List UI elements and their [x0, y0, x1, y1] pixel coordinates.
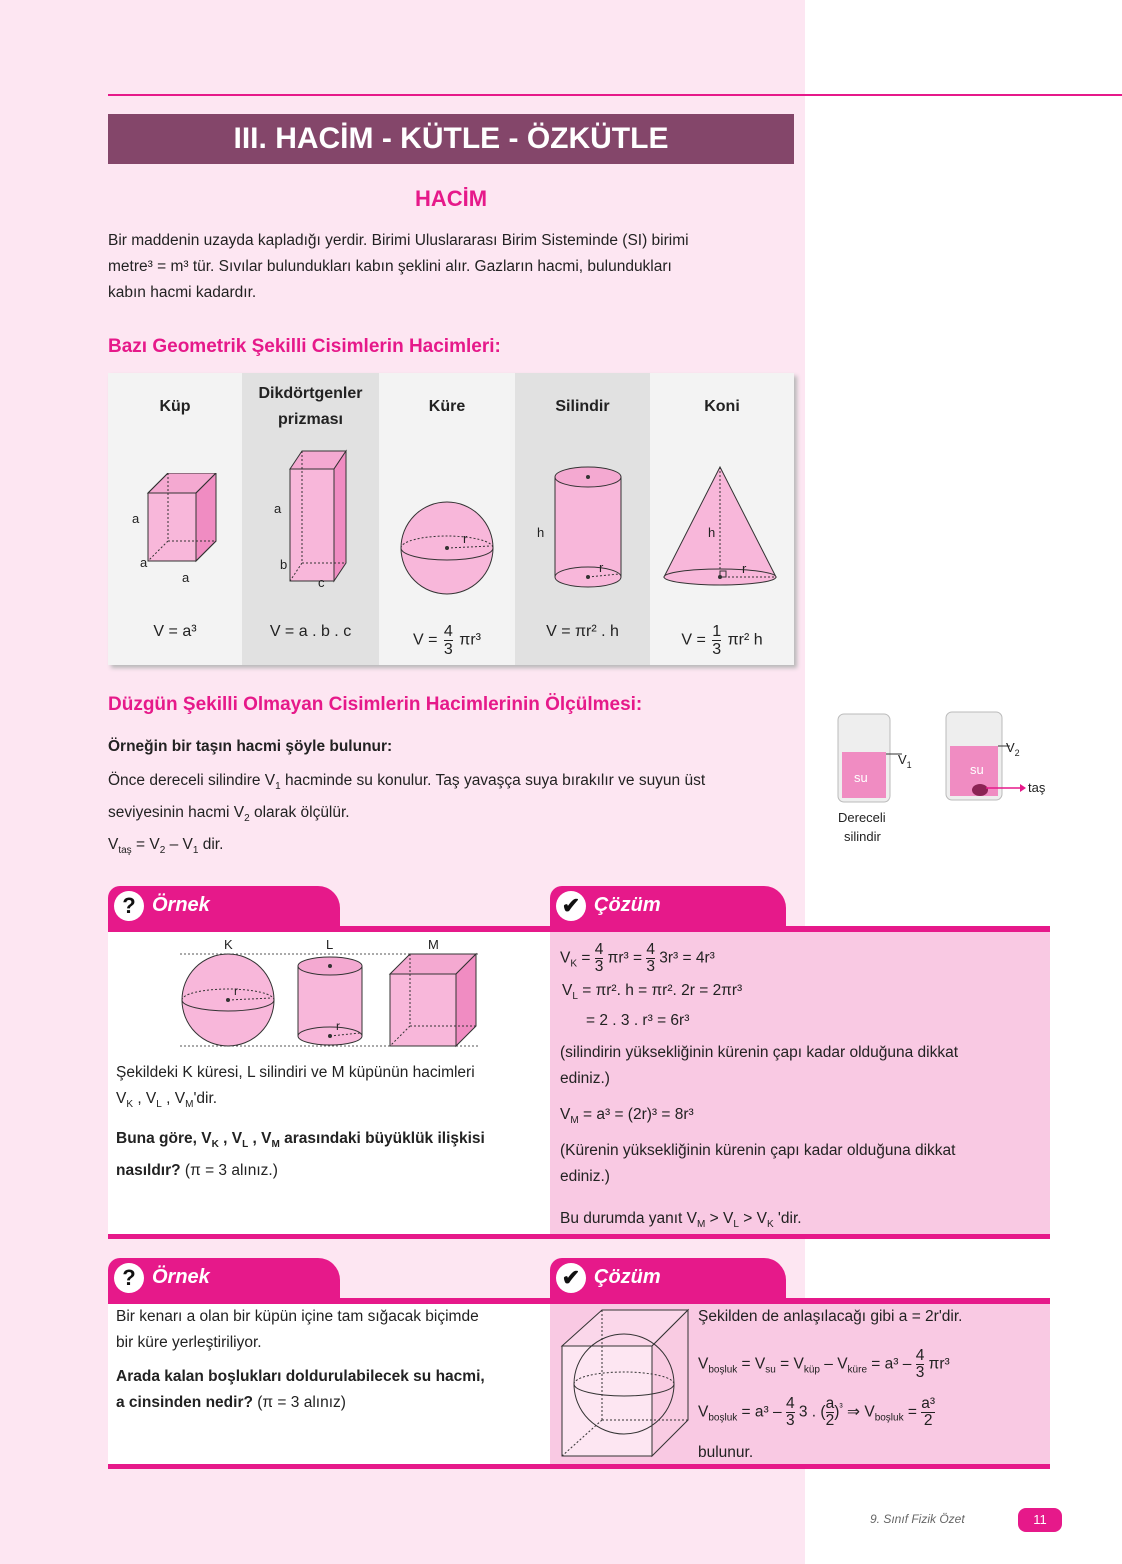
text: , V — [218, 1130, 243, 1148]
fraction — [916, 1348, 925, 1381]
question-line-1: Bir kenarı a olan bir küpün içine tam sığacak biçimde — [116, 1308, 479, 1325]
denominator: 3 — [915, 1364, 925, 1381]
superscript: ³ — [839, 1402, 843, 1414]
formula-suffix: πr² h — [727, 631, 763, 649]
text: πr³ — [928, 1355, 950, 1373]
denominator: 3 — [712, 641, 722, 658]
numerator: 4 — [594, 941, 604, 958]
caption-line-2: silindir — [844, 829, 881, 844]
text: Önce dereceli silindire V — [108, 772, 276, 789]
chapter-title: III. HACİM - KÜTLE - ÖZKÜTLE — [108, 114, 794, 164]
denominator: 3 — [594, 958, 604, 975]
measure-line-1 — [108, 768, 798, 800]
cylinder-figure — [515, 459, 650, 599]
numerator: 4 — [443, 623, 453, 640]
label-a: a — [140, 555, 148, 570]
text: nasıldır? — [116, 1162, 181, 1180]
shape-column-cube — [108, 373, 242, 665]
example-2-question — [116, 1304, 546, 1416]
label-b: b — [280, 557, 288, 572]
intro-line-1: Bir maddenin uzayda kapladığı yerdir. Birimi Uluslararası Birim Sisteminde (SI) birimi — [108, 232, 689, 249]
shapes-table — [108, 373, 794, 665]
text: Bu durumda yanıt V — [560, 1210, 697, 1227]
text: V — [116, 1090, 127, 1107]
fraction — [786, 1396, 795, 1429]
example-2-panel — [108, 1304, 550, 1464]
cube-figure — [108, 473, 242, 593]
question-line-3: Arada kalan boşlukları doldurulabilecek su hacmi, — [116, 1368, 485, 1385]
subscript: L — [572, 991, 578, 1003]
example-tab — [108, 1258, 340, 1298]
cone-figure — [650, 463, 794, 593]
numerator: 4 — [646, 941, 655, 958]
subscript: 2 — [244, 813, 250, 825]
solution-note-1 — [560, 1040, 1042, 1092]
subscript: M — [185, 1099, 194, 1111]
checkmark-icon: ✔ — [556, 1263, 586, 1293]
text: V — [698, 1403, 709, 1421]
shape-column-cone — [650, 373, 794, 665]
fraction — [646, 942, 655, 975]
stone-label: taş — [1028, 780, 1046, 795]
shape-name-line-1: Dikdörtgenler — [258, 385, 363, 402]
label-r: r — [742, 561, 747, 576]
denominator: 2 — [923, 1412, 933, 1429]
label-r: r — [463, 531, 468, 546]
checkmark-icon: ✔ — [556, 891, 586, 921]
paren: ) — [834, 1403, 840, 1421]
example-1-bottom-rule — [108, 1234, 1050, 1239]
shape-column-prism — [242, 373, 379, 665]
text: = πr². h = πr². 2r = 2πr³ — [577, 982, 743, 999]
note-line: (silindirin yüksekliğinin kürenin çapı kadar olduğuna dikkat — [560, 1044, 959, 1061]
solution-2-line-4: bulunur. — [698, 1444, 754, 1461]
text: = a³ – — [737, 1403, 786, 1421]
solution-line-vm — [560, 1106, 694, 1126]
shape-name: Silindir — [555, 398, 610, 415]
text: (π = 3 alınız) — [252, 1394, 346, 1411]
question-line-2 — [116, 1086, 546, 1118]
note-line: ediniz.) — [560, 1070, 610, 1087]
example-intro: Örneğin bir taşın hacmi şöyle bulunur: — [108, 738, 393, 755]
solution-tab — [550, 1258, 786, 1298]
footer-book-title: 9. Sınıf Fizik Özet — [870, 1512, 965, 1526]
irregular-heading: Düzgün Şekilli Olmayan Cisimlerin Hacimlerinin Ölçülmesi: — [108, 694, 643, 715]
subscript: M — [271, 1139, 280, 1151]
text: > V — [738, 1210, 767, 1227]
subscript: boşluk — [874, 1412, 904, 1424]
formula-prefix: V = — [413, 631, 438, 649]
text: V — [698, 1355, 709, 1373]
subscript: 1 — [192, 845, 199, 857]
question-line-4 — [116, 1390, 546, 1416]
formula — [379, 623, 515, 658]
solution-1-panel — [550, 932, 1050, 1234]
subscript: M — [697, 1219, 706, 1231]
text: (π = 3 alınız.) — [180, 1162, 278, 1180]
label-a: a — [274, 501, 282, 516]
tab-label: Örnek — [152, 894, 210, 916]
measure-line-2 — [108, 800, 798, 832]
subscript: boşluk — [708, 1412, 738, 1424]
text: a cinsinden nedir? — [116, 1394, 253, 1411]
shape-name: Küp — [159, 398, 191, 415]
label-h: h — [708, 525, 716, 540]
text: 'dir. — [193, 1090, 218, 1107]
text: , V — [248, 1130, 272, 1148]
paren: ( — [820, 1403, 826, 1421]
graduated-cylinder-figure — [820, 706, 1060, 856]
measure-paragraph — [108, 768, 798, 832]
note-line: (Kürenin yüksekliğinin kürenin çapı kadar olduğuna dikkat — [560, 1142, 956, 1159]
tab-label: Örnek — [152, 1266, 210, 1288]
prism-figure — [242, 445, 379, 595]
intro-line-3: kabın hacmi kadardır. — [108, 284, 257, 301]
text: 3r³ = 4r³ — [659, 949, 715, 967]
subscript: K — [570, 958, 578, 970]
shape-name — [242, 381, 379, 433]
text: , V — [133, 1090, 157, 1107]
shape-name: Küre — [428, 398, 466, 415]
shape-column-sphere — [379, 373, 515, 665]
solution-answer — [560, 1210, 802, 1230]
solution-2-panel — [550, 1304, 1050, 1464]
text: = V — [131, 836, 160, 853]
section-title: HACİM — [414, 186, 488, 211]
question-icon: ? — [114, 891, 144, 921]
text: = V — [737, 1355, 766, 1373]
text: 'dir. — [773, 1210, 802, 1227]
example-1-question — [116, 1060, 546, 1184]
text: dir. — [198, 836, 224, 853]
question-line-3 — [116, 1126, 546, 1158]
subscript: 1 — [906, 760, 912, 770]
subscript: küre — [847, 1364, 867, 1376]
text: – V — [819, 1355, 848, 1373]
shapes-heading: Bazı Geometrik Şekilli Cisimlerin Hacimleri: — [108, 336, 501, 357]
subscript: K — [766, 1219, 774, 1231]
subscript: K — [126, 1099, 134, 1111]
tab-label: Çözüm — [594, 894, 661, 916]
subscript: küp — [803, 1364, 820, 1376]
fraction — [921, 1396, 935, 1429]
label-h: h — [537, 525, 545, 540]
stone-volume-formula — [108, 832, 223, 864]
numerator: 4 — [915, 1347, 925, 1364]
text: Buna göre, V — [116, 1130, 212, 1148]
subscript: M — [570, 1115, 579, 1127]
water-label: su — [970, 762, 984, 777]
subscript: su — [765, 1364, 776, 1376]
fraction — [595, 942, 604, 975]
subscript: 2 — [159, 845, 166, 857]
sphere-figure — [379, 498, 515, 598]
numerator: 4 — [785, 1395, 795, 1412]
page-number: 11 — [1018, 1508, 1062, 1532]
label-k: K — [224, 937, 233, 952]
caption-line-1: Dereceli — [838, 810, 886, 825]
text: = V — [775, 1355, 804, 1373]
top-rule — [108, 94, 1122, 96]
text: V — [108, 836, 119, 853]
text: , V — [161, 1090, 186, 1107]
v1-label — [898, 752, 912, 770]
shape-column-cylinder — [515, 373, 650, 665]
tab-label: Çözüm — [594, 1266, 661, 1288]
note-line: ediniz.) — [560, 1168, 610, 1185]
text: V — [562, 982, 573, 999]
fraction — [712, 623, 721, 658]
intro-line-2: metre³ = m³ tür. Sıvılar bulundukları kabın şeklini alır. Gazların hacmi, bulundukları — [108, 258, 672, 275]
label-c: c — [318, 575, 325, 590]
fraction — [444, 623, 453, 658]
text: = — [903, 1403, 922, 1421]
text: > V — [705, 1210, 734, 1227]
denominator: 2 — [825, 1412, 835, 1429]
label-r: r — [234, 984, 238, 998]
example-tab — [108, 886, 340, 926]
question-line-4 — [116, 1158, 546, 1184]
formula: V = a³ — [153, 623, 197, 640]
text: hacminde su konulur. Taş yavaşça suya bırakılır ve suyun üst — [280, 772, 706, 789]
intro-paragraph — [108, 228, 798, 306]
text: = a³ – — [867, 1355, 916, 1373]
subscript: 1 — [275, 781, 281, 793]
subscript: taş — [118, 845, 132, 857]
text: πr³ = — [607, 949, 647, 967]
formula-suffix: πr³ — [459, 631, 481, 649]
text: 3 . — [798, 1403, 821, 1421]
solution-note-2 — [560, 1138, 1042, 1190]
klm-figure — [176, 932, 496, 1052]
text: – V — [165, 836, 193, 853]
example-2-bottom-rule — [108, 1464, 1050, 1469]
formula-prefix: V = — [681, 631, 706, 649]
subscript: L — [733, 1219, 739, 1231]
label-l: L — [326, 937, 334, 952]
subscript: boşluk — [708, 1364, 738, 1376]
subscript: 2 — [1014, 748, 1020, 758]
text: V — [560, 949, 571, 967]
formula: V = πr² . h — [546, 623, 619, 640]
subscript: K — [211, 1139, 219, 1151]
shape-name: Koni — [704, 398, 740, 415]
solution-line-vl-value: = 2 . 3 . r³ = 6r³ — [586, 1012, 690, 1029]
text: V — [1006, 740, 1015, 755]
solution-2-line-2 — [698, 1348, 950, 1381]
solution-2-line-3 — [698, 1396, 935, 1429]
denominator: 3 — [646, 958, 655, 975]
text: seviyesinin hacmi V — [108, 804, 245, 822]
question-line-1: Şekildeki K küresi, L silindiri ve M küpünün hacimleri — [116, 1064, 475, 1081]
numerator: a³ — [921, 1395, 936, 1412]
text: arasındaki büyüklük ilişkisi — [279, 1130, 485, 1148]
text: = a³ = (2r)³ = 8r³ — [578, 1106, 694, 1123]
formula: V = a . b . c — [269, 623, 352, 640]
denominator: 3 — [785, 1412, 795, 1429]
numerator: 1 — [712, 623, 722, 640]
solution-2-line-1: Şekilden de anlaşılacağı gibi a = 2r'dir. — [698, 1308, 963, 1325]
shape-name-line-2: prizması — [278, 411, 343, 428]
label-a: a — [132, 511, 140, 526]
fraction — [826, 1396, 835, 1429]
v2-label — [1006, 740, 1020, 758]
question-icon: ? — [114, 1263, 144, 1293]
text: V — [898, 752, 907, 767]
question-line-2: bir küre yerleştiriliyor. — [116, 1334, 262, 1351]
text: = — [577, 949, 595, 967]
numerator: a — [825, 1395, 835, 1412]
text: olarak ölçülür. — [249, 804, 350, 822]
label-r: r — [336, 1019, 340, 1033]
denominator: 3 — [443, 641, 453, 658]
solution-line-vk — [560, 942, 715, 975]
label-a: a — [182, 570, 190, 585]
text: V — [560, 1106, 571, 1123]
subscript: L — [242, 1139, 249, 1151]
sphere-in-cube-figure — [556, 1306, 692, 1460]
water-label: su — [854, 770, 868, 785]
label-m: M — [428, 937, 439, 952]
subscript: L — [156, 1099, 162, 1111]
label-r: r — [599, 560, 604, 575]
solution-tab — [550, 886, 786, 926]
solution-line-vl — [562, 982, 742, 1002]
formula — [650, 623, 794, 658]
example-1-panel — [108, 932, 550, 1234]
text: ⇒ V — [847, 1403, 875, 1421]
